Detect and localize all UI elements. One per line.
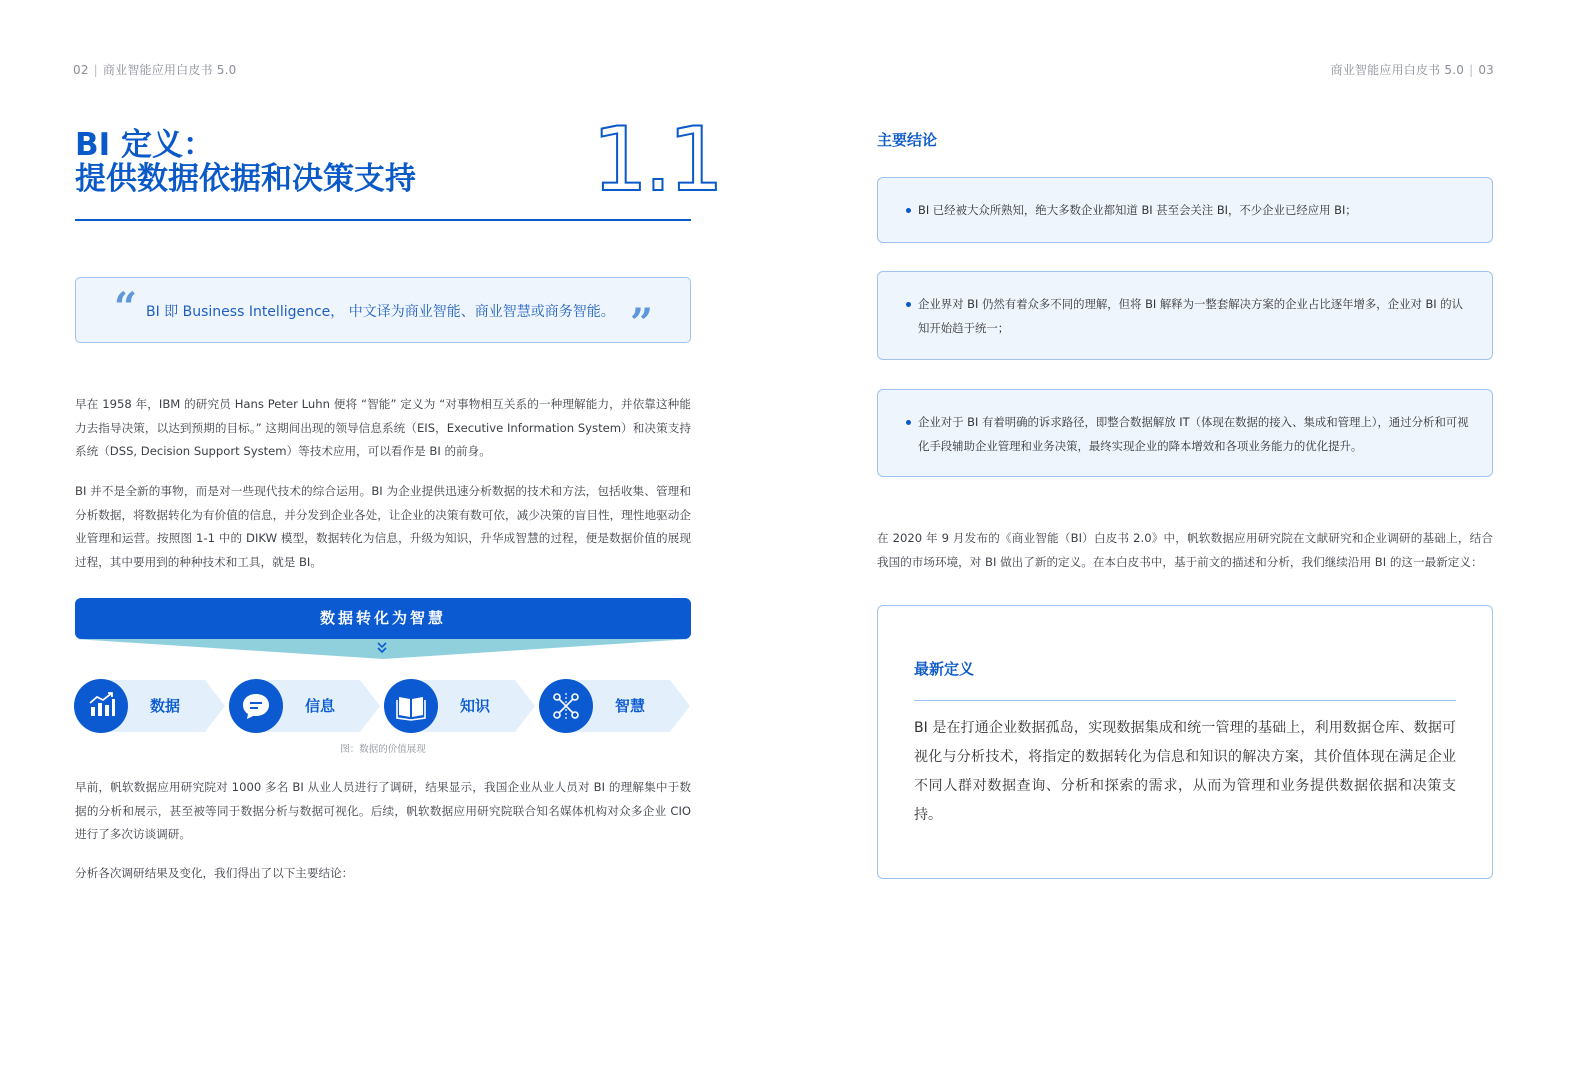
definition-divider <box>914 700 1456 701</box>
bullet-icon <box>906 302 911 307</box>
latest-definition-box <box>877 605 1493 879</box>
step-circle-information <box>229 679 283 733</box>
figure-caption: 图：数据的价值展现 <box>340 744 426 755</box>
conclusion-card-2 <box>877 271 1493 360</box>
paragraph-survey: 早前，帆软数据应用研究院对 1000 多名 BI 从业人员进行了调研，结果显示，我国企业从业人员对 BI 的理解集中于数据的分析和展示，甚至被等同于数据分析与数据可视化。后续，帆软数据应用研究院联合知名媒体机构对众多企业 CIO 进行了多次访谈调研。 <box>75 780 691 842</box>
paragraph-bi-overview: BI 并不是全新的事物，而是对一些现代技术的综合运用。BI 为企业提供迅速分析数据的技术和方法，包括收集、管理和分析数据，将数据转化为有价值的信息，并分发到企业各处，让企业的决策有数可依，减少决策的盲目性，理性地驱动企业管理和运营。按照图 1-1 中的 DIKW 模型，数据转化为信息，升级为知识，升华成智慧的过程，便是数据价值的展现过程，其中要用到的种种技术和工具，就是 BI。 <box>75 484 691 569</box>
bullet-icon <box>906 208 911 213</box>
paragraph-definition-source: 在 2020 年 9 月发布的《商业智能（BI）白皮书 2.0》中，帆软数据应用研究院在文献研究和企业调研的基础上，结合我国的市场环境，对 BI 做出了新的定义。在本白皮书中，基于前文的描述和分析，我们继续沿用 BI 的这一最新定义： <box>877 531 1493 569</box>
conclusions-heading: 主要结论 <box>877 131 938 149</box>
header-title-left: 商业智能应用白皮书 5.0 <box>102 63 237 77</box>
section-title <box>75 128 495 196</box>
definition-quote <box>75 277 691 347</box>
latest-definition-title: 最新定义 <box>914 660 975 678</box>
step-circle-data <box>74 679 128 733</box>
header-title-right: 商业智能应用白皮书 5.0 <box>1330 63 1465 77</box>
step-label-knowledge: 知识 <box>460 697 491 715</box>
conclusion-text-2: 企业界对 BI 仍然有着众多不同的理解，但将 BI 解释为一整套解决方案的企业占比逐年增多，企业对 BI 的认知开始趋于统一； <box>918 297 1464 335</box>
header-left <box>73 61 236 78</box>
latest-definition-text: BI 是在打通企业数据孤岛，实现数据集成和统一管理的基础上，利用数据仓库、数据可视化与分析技术，将指定的数据转化为信息和知识的解决方案，其价值体现在满足企业不同人群对数据查询、分析和探索的需求，从而为管理和业务提供数据依据和决策支持。 <box>914 720 1456 823</box>
header-right <box>1331 61 1494 78</box>
page-number-left: 02 <box>73 63 89 77</box>
book-icon <box>384 679 438 733</box>
close-quote-icon: ” <box>630 300 654 347</box>
title-divider <box>75 219 691 221</box>
step-circle-knowledge <box>384 679 438 733</box>
chat-icon <box>229 679 283 733</box>
conclusion-card-3 <box>877 389 1493 477</box>
chevron-down-icon <box>376 641 388 655</box>
header-separator: | <box>93 63 98 77</box>
step-circle-wisdom <box>539 679 593 733</box>
conclusion-text-3: 企业对于 BI 有着明确的诉求路径，即整合数据解放 IT（体现在数据的接入、集成和管理上），通过分析和可视化手段辅助企业管理和业务决策，最终实现企业的降本增效和各项业务能力的优化提升。 <box>918 415 1469 453</box>
section-title-line2: 提供数据依据和决策支持 <box>75 161 416 197</box>
section-number: 1.1 <box>592 108 720 211</box>
step-label-information: 信息 <box>305 697 336 715</box>
bullet-icon <box>906 420 911 425</box>
paragraph-history: 早在 1958 年，IBM 的研究员 Hans Peter Luhn 便将 “智能” 定义为 “对事物相互关系的一种理解能力，并依靠这种能力去指导决策，以达到预期的目标。” 这期间出现的领导信息系统（EIS，Executive Information System）和决策支持系统（DSS, Decision Support System）等技术应用，可以看作是 BI 的前身。 <box>75 397 691 459</box>
section-title-line1: BI 定义： <box>75 127 214 163</box>
network-icon <box>539 679 593 733</box>
step-label-data: 数据 <box>150 697 181 715</box>
header-separator: | <box>1469 63 1474 77</box>
step-label-wisdom: 智慧 <box>615 697 646 715</box>
conclusion-text-1: BI 已经被大众所熟知，绝大多数企业都知道 BI 甚至会关注 BI，不少企业已经应用 BI； <box>918 203 1357 217</box>
conclusion-card-1 <box>877 177 1493 243</box>
open-quote-icon: “ <box>114 284 138 331</box>
page-number-right: 03 <box>1478 63 1494 77</box>
chart-icon <box>74 679 128 733</box>
paragraph-conclusion-intro: 分析各次调研结果及变化，我们得出了以下主要结论： <box>75 866 354 880</box>
quote-text: BI 即 Business Intelligence， 中文译为商业智能、商业智慧或商务智能。 <box>146 304 615 320</box>
dikw-banner: 数据转化为智慧 <box>75 598 691 639</box>
